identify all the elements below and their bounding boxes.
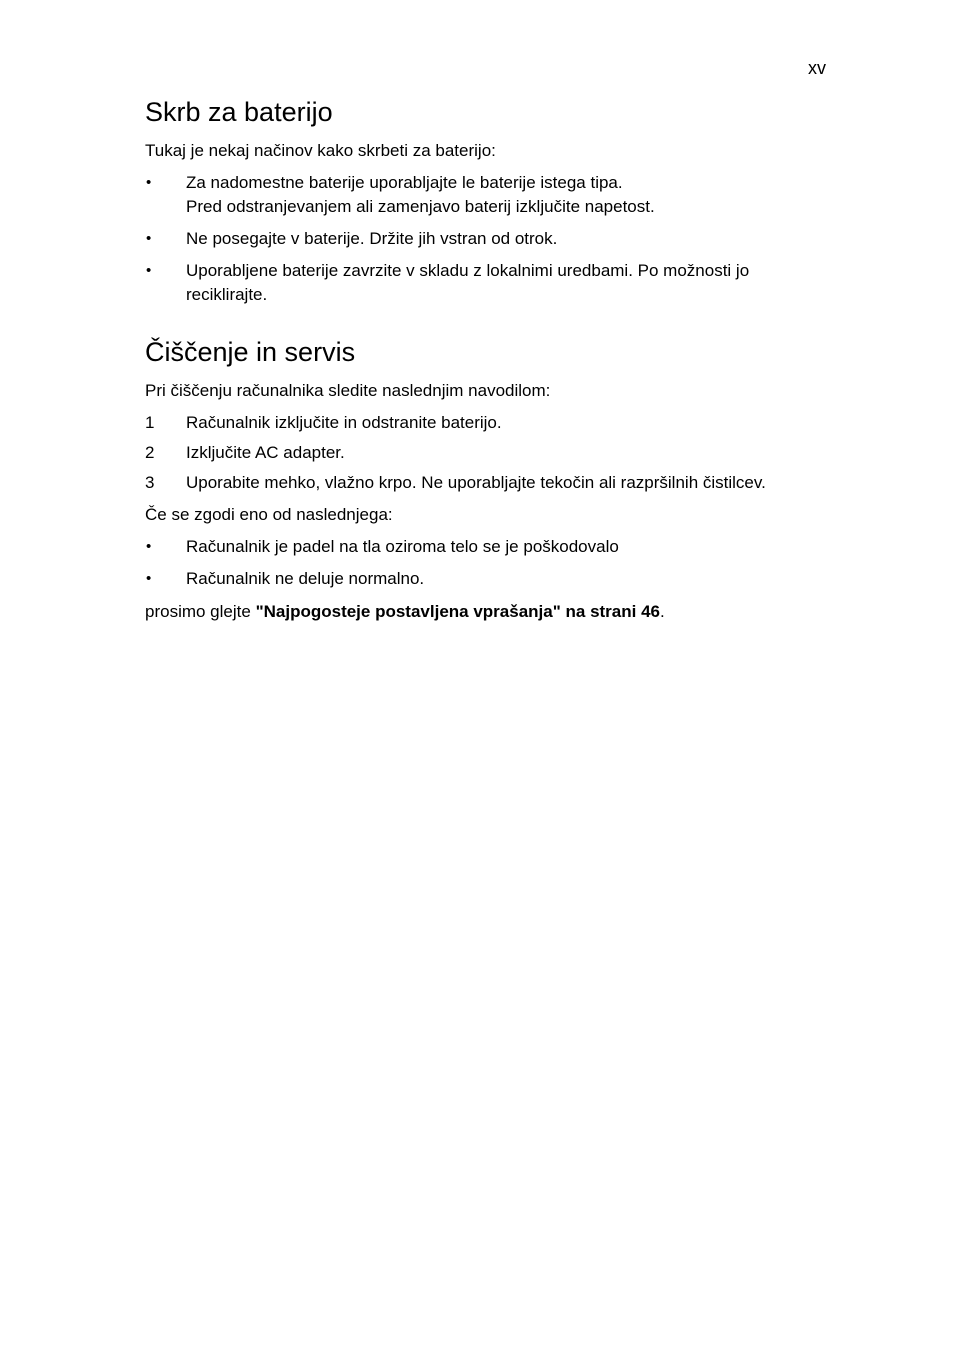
step-text: Izključite AC adapter. [186, 443, 345, 462]
closing-prefix: prosimo glejte [145, 602, 256, 621]
closing-suffix: . [660, 602, 665, 621]
list-item [145, 441, 835, 465]
list-item [145, 411, 835, 435]
list-item [145, 171, 835, 219]
list-item [145, 567, 835, 591]
bullet-icon: • [146, 570, 152, 587]
list-item-text: Za nadomestne baterije uporabljajte le baterije istega tipa. [186, 173, 623, 192]
list-item [145, 227, 835, 251]
bullet-icon: • [146, 174, 152, 191]
battery-care-list [145, 171, 835, 307]
list-item-text: Uporabljene baterije zavrzite v skladu z lokalnimi uredbami. Po možnosti jo [186, 261, 750, 280]
section-intro: Pri čiščenju računalnika sledite naslednjim navodilom: [145, 381, 551, 400]
document-content [145, 94, 835, 624]
list-item-text-continued: reciklirajte. [186, 285, 268, 304]
list-item [145, 535, 835, 559]
section-intro: Tukaj je nekaj načinov kako skrbeti za baterijo: [145, 141, 496, 160]
step-number: 3 [145, 473, 155, 492]
section-title-battery-care: Skrb za baterijo [145, 97, 333, 127]
bullet-icon: • [146, 230, 152, 247]
list-item-text: Računalnik ne deluje normalno. [186, 569, 425, 588]
list-item [145, 259, 835, 307]
step-text: Računalnik izključite in odstranite baterijo. [186, 413, 502, 432]
closing-paragraph [145, 600, 835, 624]
bullet-icon: • [146, 262, 152, 279]
step-text: Uporabite mehko, vlažno krpo. Ne uporabljajte tekočin ali razpršilnih čistilcev. [186, 473, 766, 492]
condition-text: Če se zgodi eno od naslednjega: [145, 505, 393, 524]
condition-list [145, 535, 835, 591]
list-item-text-continued: Pred odstranjevanjem ali zamenjavo baterij izključite napetost. [186, 197, 655, 216]
step-number: 1 [145, 413, 155, 432]
bullet-icon: • [146, 538, 152, 555]
cleaning-steps-list [145, 411, 835, 495]
step-number: 2 [145, 443, 155, 462]
page-number: xv [808, 58, 826, 78]
section-title-cleaning-service: Čiščenje in servis [145, 337, 356, 367]
list-item [145, 471, 835, 495]
list-item-text: Ne posegajte v baterije. Držite jih vstran od otrok. [186, 229, 558, 248]
list-item-text: Računalnik je padel na tla oziroma telo se je poškodovalo [186, 537, 619, 556]
faq-reference: "Najpogosteje postavljena vprašanja" na strani 46 [255, 602, 660, 621]
